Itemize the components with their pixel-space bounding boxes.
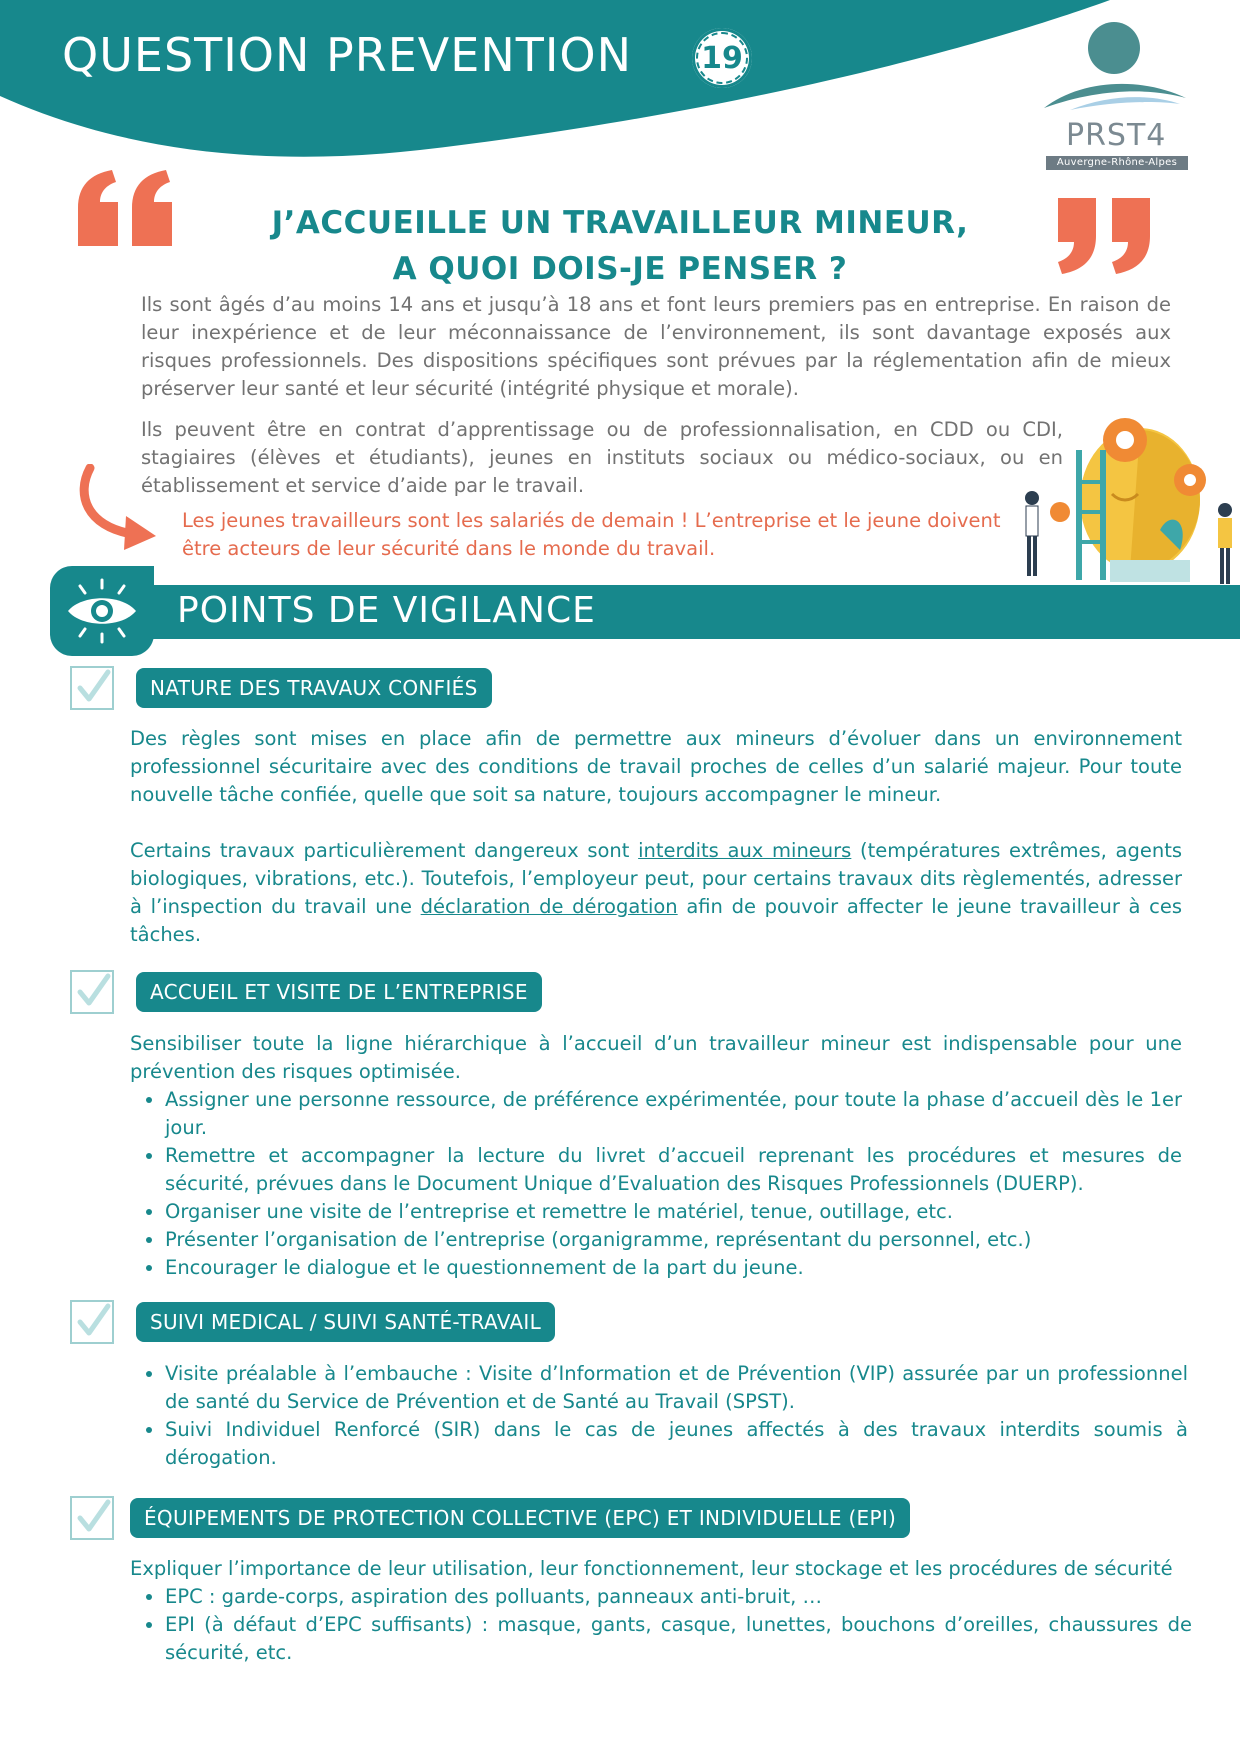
issue-number-badge: 19 [692,28,752,88]
prst4-logo [1040,22,1190,172]
intro-paragraph-2 [141,416,1063,500]
list-item: • Visite préalable à l’embauche : Visite d’Information et de Prévention (VIP) assurée par un professionnel de santé du Service de Prévention et de Santé au Travail (SPST). [165,1360,1188,1416]
checkbox-icon [70,970,114,1014]
section-heading-accueil: ACCUEIL ET VISITE DE L’ENTREPRISE [136,972,542,1012]
illustration-head-gears-icon [1020,410,1240,600]
quote-close-icon [1054,196,1164,276]
list-item: • Encourager le dialogue et le questionnement de la part du jeune. [165,1254,1182,1282]
section-heading-nature: NATURE DES TRAVAUX CONFIÉS [136,668,492,708]
section-body-nature [130,725,1182,949]
equipements-intro: Expliquer l’importance de leur utilisation, leur fonctionnement, leur stockage et les procédures de sécurité [130,1557,1173,1580]
curved-arrow-icon [72,464,172,554]
nature-paragraph-2 [130,837,1182,949]
main-title-line2: A QUOI DOIS-JE PENSER ? [392,251,848,287]
logo-name: PRST4 [1066,118,1167,153]
list-item: • Assigner une personne ressource, de préférence expérimentée, pour toute la phase d’accueil dès le 1er jour. [165,1086,1182,1142]
suivi-list [130,1360,1188,1472]
section-body-equipements [130,1555,1192,1667]
logo-head-icon [1088,22,1140,74]
section-heading-equipements: ÉQUIPEMENTS DE PROTECTION COLLECTIVE (EPC) ET INDIVIDUELLE (EPI) [130,1498,910,1538]
section-body-accueil [130,1030,1182,1282]
main-title [200,200,1040,292]
nature-paragraph-1: Des règles sont mises en place afin de permettre aux mineurs d’évoluer dans un environnement professionnel sécuritaire avec des conditions de travail proches de celles d’un salarié majeur. Pour toute nouvelle tâche confiée, quelle que soit sa nature, toujours accompagner le mineur. [130,727,1182,806]
checkbox-icon [70,1300,114,1344]
link-declaration-derogation[interactable]: déclaration de dérogation [420,895,678,918]
link-interdits-aux-mineurs[interactable]: interdits aux mineurs [638,839,852,862]
list-item: • EPI (à défaut d’EPC suffisants) : masque, gants, casque, lunettes, bouchons d’oreilles, chaussures de sécurité, etc. [165,1611,1192,1667]
nature-text-b: (températures extrêmes, agents biologiques, vibrations, etc.). Toutefois, l’employeur peut, pour certains travaux dits règlementés, adresser à l’inspection du travail une [130,839,1182,918]
highlight-message: Les jeunes travailleurs sont les salariés de demain ! L’entreprise et le jeune doivent être acteurs de leur sécurité dans le monde du travail. [182,509,1001,560]
intro-paragraph-2-text: Ils peuvent être en contrat d’apprentissage ou de professionnalisation, en CDD ou CDI, stagiaires (élèves et étudiants), jeunes en instituts sociaux ou médico-sociaux, ou en établissement et service d’aide par le travail. [141,418,1063,497]
list-item: • Suivi Individuel Renforcé (SIR) dans le cas de jeunes affectés à des travaux interdits soumis à dérogation. [165,1416,1188,1472]
vigilance-icon-box [50,566,154,656]
list-item: • EPC : garde-corps, aspiration des polluants, panneaux anti-bruit, … [165,1583,1192,1611]
nature-text-c: afin de pouvoir affecter le jeune travailleur à ces tâches. [130,895,1182,946]
checkbox-icon [70,1496,114,1540]
list-item: • Remettre et accompagner la lecture du livret d’accueil reprenant les procédures et mesures de sécurité, prévues dans le Document Unique d’Evaluation des Risques Professionnels (DUERP). [165,1142,1182,1198]
nature-text-a: Certains travaux particulièrement dangereux sont [130,839,639,862]
section-heading-suivi: SUIVI MEDICAL / SUIVI SANTÉ-TRAVAIL [136,1302,555,1342]
list-item: • Organiser une visite de l’entreprise et remettre le matériel, tenue, outillage, etc. [165,1198,1182,1226]
accueil-list [130,1086,1182,1282]
logo-wave-icon [1040,74,1190,114]
eye-icon [50,566,154,656]
intro-paragraph-1 [141,291,1171,403]
accueil-intro: Sensibiliser toute la ligne hiérarchique à l’accueil d’un travailleur mineur est indispensable pour une prévention des risques optimisée. [130,1032,1182,1083]
quote-open-icon [72,168,182,248]
section-body-suivi [130,1360,1188,1472]
header-title: QUESTION PREVENTION [62,28,633,82]
checkbox-icon [70,666,114,710]
logo-region: Auvergne-Rhône-Alpes [1046,156,1188,170]
vigilance-title: POINTS DE VIGILANCE [177,590,596,631]
intro-paragraph-1-text: Ils sont âgés d’au moins 14 ans et jusqu’à 18 ans et font leurs premiers pas en entreprise. En raison de leur inexpérience et de leur méconnaissance de l’environnement, ils sont davantage exposés aux risques professionnels. Des dispositions spécifiques sont prévues par la réglementation afin de mieux préserver leur santé et leur sécurité (intégrité physique et morale). [141,293,1171,400]
main-title-line1: J’ACCUEILLE UN TRAVAILLEUR MINEUR, [271,205,969,241]
equipements-list [130,1583,1192,1667]
list-item: • Présenter l’organisation de l’entreprise (organigramme, représentant du personnel, etc.) [165,1226,1182,1254]
